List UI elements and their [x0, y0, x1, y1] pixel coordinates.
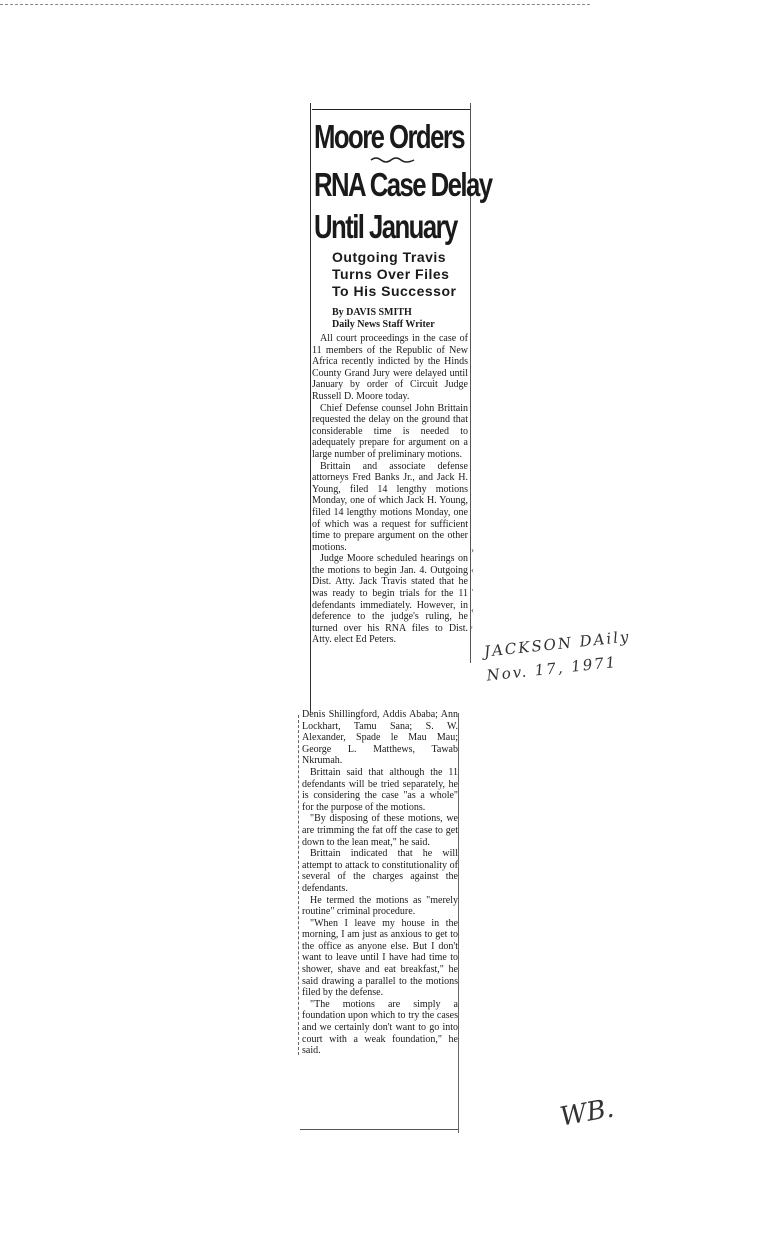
headline-line-3: Until January [314, 208, 457, 245]
paragraph: "By disposing of these motions, we are trimming the fat off the case to get down to the lean meat," he said. [302, 813, 458, 848]
byline [332, 307, 435, 330]
article-column-1 [312, 333, 468, 646]
byline-author: By DAVIS SMITH [332, 307, 412, 318]
byline-title: Daily News Staff Writer [332, 318, 435, 330]
paragraph: Brittain indicated that he will attempt to attack to constitutionality of several of the charges against the defendants. [302, 848, 458, 894]
subheadline-line: Outgoing Travis [332, 249, 447, 265]
handwritten-initials: WB. [557, 1093, 617, 1133]
top-rule [312, 109, 470, 110]
headline-line-1: Moore Orders [314, 118, 465, 155]
paragraph: He termed the motions as "merely routine" criminal procedure. [302, 894, 458, 918]
subheadline-line: To His Successor [332, 283, 457, 299]
paragraph: Brittain and associate defense attorneys Fred Banks Jr., and Jack H. Young, filed 14 lengthy motions Monday, one of which Jack H. Young, filed 14 lengthy motions Monday, one of which was a request for sufficient time to prepare argument on the other motions. [312, 460, 468, 553]
underline-squiggle [370, 156, 416, 164]
clipping-edge [310, 103, 311, 713]
paragraph: "When I leave my house in the morning, I am just as anxious to get to the office as anyone else. But I don't want to leave until I have had time to shower, shave and eat breakfast," he said drawing a parallel to the motions filed by the defense. [302, 917, 458, 999]
bottom-rule [300, 1129, 458, 1130]
clipping-edge [458, 713, 459, 1133]
subheadline-line: Turns Over Files [332, 266, 450, 282]
paragraph: Denis Shillingford, Addis Ababa; Ann Lockhart, Tamu Sana; S. W. Alexander, Spade le Mau Mau; George L. Matthews, Tawab Nkrumah. [302, 709, 458, 767]
newspaper-clipping [298, 103, 492, 1135]
headline-line-2: RNA Case Delay [314, 166, 492, 203]
subheadline [332, 249, 456, 300]
paragraph: Judge Moore scheduled hearings on the motions to begin Jan. 4. Outgoing Dist. Atty. Jack Travis stated that he was ready to begin trials for the 11 defendants immediately. However, in deference to the judge's ruling, he turned over his RNA files to Dist. Atty. elect Ed Peters. [312, 553, 468, 646]
annotation-date: Nov. 17, 1971 [485, 652, 619, 685]
article-column-2 [302, 709, 458, 1057]
paragraph: All court proceedings in the case of 11 members of the Republic of New Africa recently indicted by the Hinds County Grand Jury were delayed until January by order of Circuit Judge Russell D. Moore today. [312, 333, 468, 402]
handwritten-annotation [483, 624, 634, 687]
annotation-source: JACKSON DAily [483, 627, 632, 661]
margin-marks: › ‹ · ‹ ' [471, 545, 474, 635]
paragraph: Chief Defense counsel John Brittain requested the delay on the ground that considerable time is needed to adequately prepare for argument on a large number of preliminary motions. [312, 402, 468, 460]
paragraph: Brittain said that although the 11 defendants will be tried separately, he is considering the case "as a whole" for the purpose of the motions. [302, 766, 458, 813]
page-top-border [0, 4, 590, 5]
clipping-edge [298, 715, 299, 1055]
paragraph: "The motions are simply a foundation upon which to try the cases and we certainly don't want to go into court with a weak foundation," he said. [302, 998, 458, 1057]
